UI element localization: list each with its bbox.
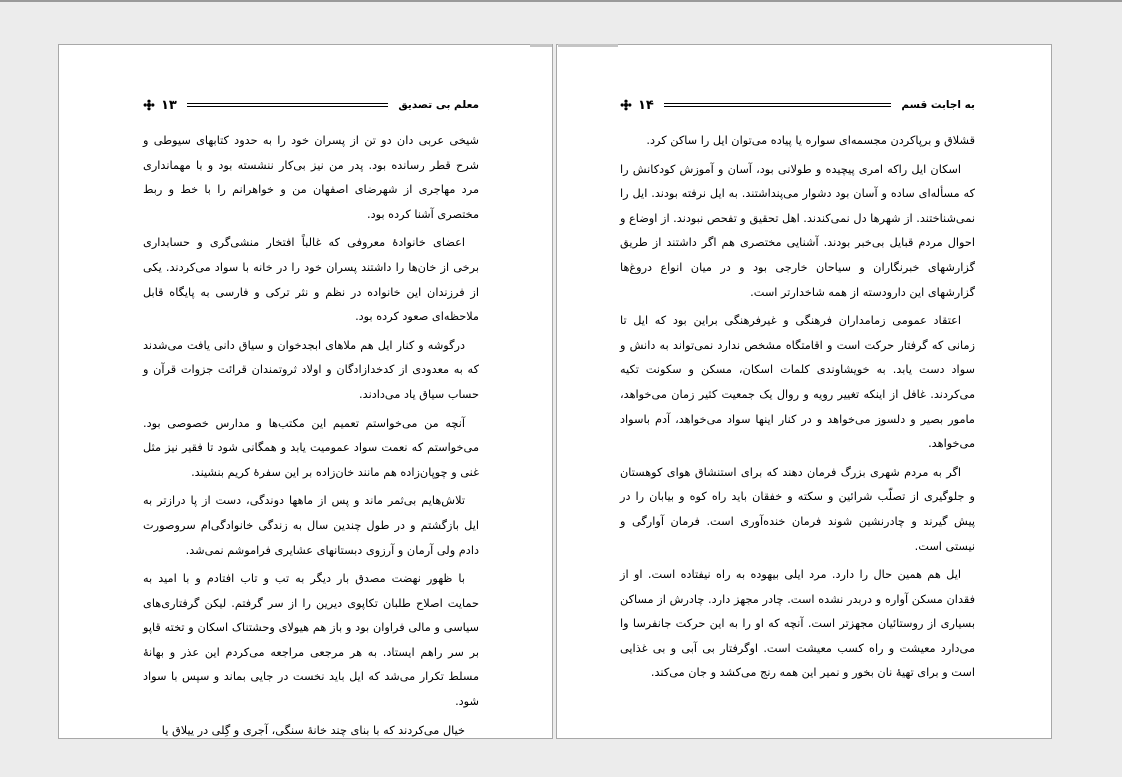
paragraph: اعضای خانوادهٔ معروفی که غالباً افتخار منشی‌گری و حسابداری برخی از خان‌ها را داشتند پسران خود را در خانه با سواد می‌کردند. یکی از فرزندان این خانواده در نظم و نثر ترکی و فارسی به پایگاه قابل ملاحظه‌ای صعود کرده بود. xyxy=(143,236,479,324)
flower-ornament-icon xyxy=(620,99,632,111)
paragraph: آنچه من می‌خواستم تعمیم این مکتب‌ها و مدارس خصوصی بود. می‌خواستم که نعمت سواد عمومیت یابد و همگانی شود تا فقیر نیز مثل غنی و چوپان‌زاده هم مانند خان‌زاده بر این سفرهٔ کریم بنشیند. xyxy=(143,416,479,479)
paragraph: تلاش‌هایم بی‌ثمر ماند و پس از ماهها دوندگی، دست از پا درازتر به ایل بازگشتم و در طول چندین سال به زندگی خانوادگی‌ام سروصورت دادم ولی آرمان و آرزوی دبستانهای عشایری فراموشم نمی‌شد. xyxy=(143,494,479,557)
page-body-text xyxy=(143,129,479,747)
page-body-text xyxy=(620,129,975,690)
running-header xyxy=(143,97,479,113)
header-rule xyxy=(187,103,389,107)
header-rule xyxy=(664,103,892,107)
paragraph: درگوشه و کنار ایل هم ملاهای ابجدخوان و سیاق دانی یافت می‌شدند که به معدودی از کدخدازادگان و اولاد ثروتمندان قرائت جزوات قرآن و حساب سیاق یاد می‌دادند. xyxy=(143,338,479,401)
flower-ornament-icon xyxy=(143,99,155,111)
page-seam-mark xyxy=(530,44,552,47)
paragraph: ایل هم همین حال را دارد. مرد ایلی بیهوده به راه نیفتاده است. او از فقدان مسکن آواره و دربدر نشده است. چادر مجهز دارد. چادرش از مساکن بسیاری از روستائیان مجهزتر است. آنچه که او را به این حرکت جانفرسا وا می‌دارد معیشت و راه کسب معیشت است. اوگرفتار بی آبی و بی غذایی است و برای تهیهٔ نان بخور و نمیر این همه رنج می‌کشد و جان می‌کند. xyxy=(620,568,975,680)
page-seam-mark xyxy=(558,44,618,47)
running-header-title: معلم بی تصدیق xyxy=(398,99,479,111)
running-header-title: به اجابت قسم xyxy=(901,99,975,111)
paragraph: با ظهور نهضت مصدق بار دیگر به تب و تاب افتادم و با امید به حمایت اصلاح طلبان تکاپوی دیرین را از سر گرفتم. لیکن گرفتاری‌های سیاسی و مالی فراوان بود و باز هم هیولای وحشتناک اسکان و تخته قاپو بر سر راهم ایستاد. به هر مرجعی مراجعه می‌کردم این عذر و بهانهٔ مسلط تکرار می‌شد که ایل باید نخست در جایی بماند و سپس با سواد شود. xyxy=(143,572,479,709)
running-header xyxy=(620,97,975,113)
paragraph: اگر به مردم شهری بزرگ فرمان دهند که برای استنشاق هوای کوهستان و جلوگیری از تصلّب شرائین و سکته و خفقان باید راه کوه و بیابان را در پیش گیرند و چادرنشین شوند فرمان خنده‌آوری است. فرمان آوارگی و نیستی است. xyxy=(620,465,975,553)
window-top-border xyxy=(0,0,1122,2)
paragraph: خیال می‌کردند که با بنای چند خانهٔ سنگی، آجری و گِلی در ییلاق یا xyxy=(161,723,465,737)
page-number: ۱۴ xyxy=(638,97,654,113)
page-number: ۱۳ xyxy=(161,97,177,113)
page-14 xyxy=(556,44,1052,739)
paragraph: شیخی عربی دان دو تن از پسران خود را به حدود کتابهای سیوطی و شرح قطر رسانده بود. پدر من نیز بی‌کار ننشسته بود و با مهمانداری مرد مهاجری از شهرضای اصفهان من و خواهرانم را با خط و ربط مختصری آشنا کرده بود. xyxy=(143,134,479,221)
page-13 xyxy=(58,44,553,739)
paragraph: اسکان ایل راکه امری پیچیده و طولانی بود، آسان و آموزش کودکانش را که مسأله‌ای ساده و آسان بود دشوار می‌پنداشتند. به ایل نرفته بودند. ایل را نمی‌شناختند. از شهرها دل نمی‌کندند. اهل تحقیق و تفحص نبودند. از اوضاع و احوال مردم قبایل بی‌خبر بودند. آشنایی مختصری هم اگر داشتند از طریق گزارشهای خبرنگاران و سیاحان خارجی بود و در میان انواع دروغ‌ها گزارشهای این دارودسته از همه شاخدارتر است. xyxy=(619,162,975,299)
paragraph: قشلاق و برپاکردن مجسمه‌ای سواره یا پیاده می‌توان ایل را ساکن کرد. xyxy=(646,134,975,147)
paragraph: اعتقاد عمومی زمامداران فرهنگی و غیرفرهنگی براین بود که ایل تا زمانی که گرفتار حرکت است و اقامتگاه مشخص ندارد نمی‌تواند به دانش و سواد دست یابد. به خویشاوندی کلمات اسکان، مسکن و سکونت تکیه می‌کردند. غافل از اینکه تغییر رویه و روال یک جمعیت کثیر زمان می‌خواهد، مامور بصیر و دلسوز می‌خواهد و در کنار اینها سواد می‌خواهد، آدم باسواد می‌خواهد. xyxy=(620,314,975,451)
